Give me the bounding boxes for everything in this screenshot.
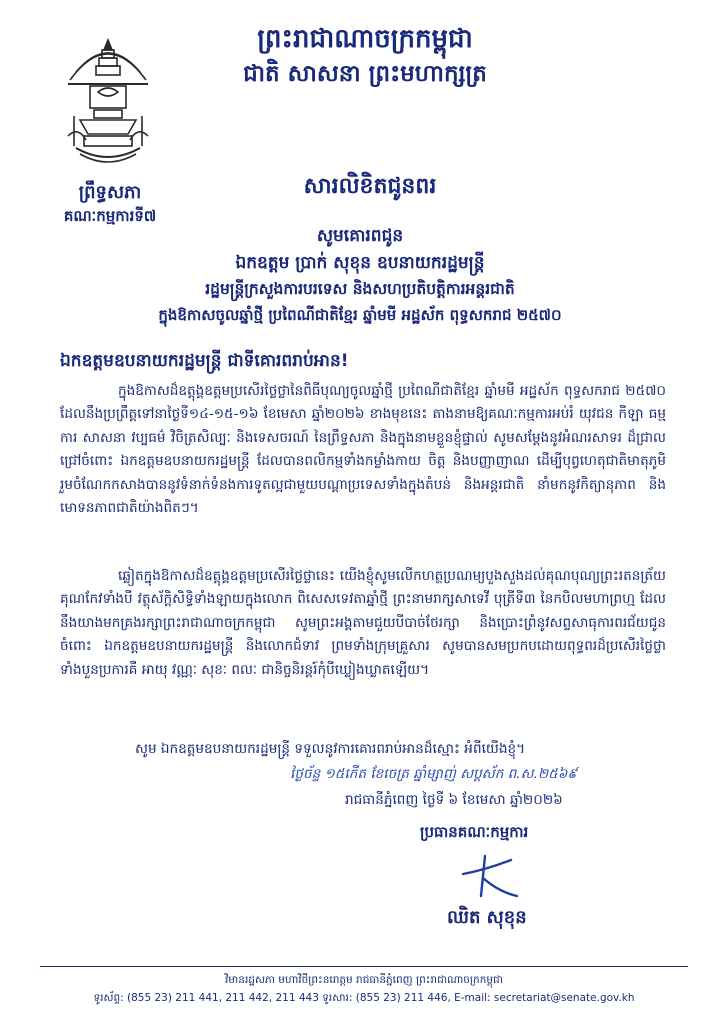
address-recipient: ឯកឧត្តម ប្រាក់ សុខុន ឧបនាយករដ្ឋមន្ត្រី bbox=[235, 253, 485, 273]
senate-emblem-logo bbox=[58, 36, 158, 171]
sender-committee: គណៈកម្មការទី៧ bbox=[63, 207, 157, 225]
body-paragraph-2: ឆ្លៀតក្នុងឱកាសដ៏ឧត្តុង្គឧត្តមប្រសើរថ្លៃថ្លានេះ យើងខ្ញុំសូមលើកហត្ថប្រណម្យបួងសួងដល់គុណបុណ្យព្រះរតនត្រ័យគុណកែវទាំងបី វត្ថុស័ក្តិសិទ្ធិទាំងឡាយក្នុងលោក ពិសេសទេវតាឆ្នាំថ្មី ព្រះនាមរាក្សសាទេវី បុត្រីទី៣ នៃកបិលមហាព្រហ្ម ដែលនឹងយាងមកគ្រងរក្សាព្រះរាជាណាចក្រកម្ពុជា សូមព្រះអង្គតាមជួយបីបាច់ថែរក្សា និងប្រោះព្រំនូវសព្ទសាធុការពរជ័យជូនចំពោះ ឯកឧត្តមឧបនាយករដ្ឋមន្ត្រី និងលោកជំទាវ ព្រមទាំងក្រុមគ្រួសារ សូមបានសមប្រកបដោយពុទ្ធពរដ៏ប្រសើរថ្លៃថ្លាទាំងបួនប្រការគឺ អាយុ វណ្ណៈ សុខៈ ពលៈ ជានិច្ចនិរន្តរ៍កុំបីឃ្លៀងឃ្លាតឡើយ។ bbox=[60, 568, 666, 678]
greeting-line: ឯកឧត្តមឧបនាយករដ្ឋមន្ត្រី ជាទីគោរពរាប់អាន! bbox=[60, 351, 349, 371]
national-motto: ជាតិ សាសនា ព្រះមហាក្សត្រ bbox=[243, 60, 487, 87]
kingdom-heading: ព្រះរាជាណាចក្រកម្ពុជា bbox=[257, 24, 473, 54]
footer-contact: ទូរស័ព្ទ: (855 23) 211 441, 211 442, 211 443 ទូរសារ: (855 23) 211 446, E-mail: secretariat@senate.gov.kh bbox=[93, 992, 635, 1004]
signatory-name: ឈិត សុខុន bbox=[447, 907, 527, 928]
solar-date: រាជធានីភ្នំពេញ ថ្ងៃទី ៦ ខែមេសា ឆ្នាំ២០២៦ bbox=[345, 792, 563, 808]
address-salutation: សូមគោរពជូន bbox=[316, 226, 404, 246]
footer-divider bbox=[40, 966, 688, 967]
address-position: រដ្ឋមន្ត្រីក្រសួងការបរទេស និងសហប្រតិបត្តិការអន្តរជាតិ bbox=[205, 280, 515, 298]
address-occasion: ក្នុងឱកាសចូលឆ្នាំថ្មី ប្រពៃណីជាតិខ្មែរ ឆ្នាំមមី អដ្ឋស័ក ពុទ្ធសករាជ ២៥៧០ bbox=[158, 306, 562, 324]
closing-line: សូម ឯកឧត្តមឧបនាយករដ្ឋមន្ត្រី ទទួលនូវការគោរពរាប់អានដ៏ស្មោះ អំពីយើងខ្ញុំ។ bbox=[135, 741, 526, 757]
handwritten-signature bbox=[455, 852, 525, 902]
footer-address: វិមានរដ្ឋសភា មហាវិថីព្រះនរោត្តម រាជធានីភ្នំពេញ ព្រះរាជាណាចក្រកម្ពុជា bbox=[224, 974, 504, 986]
signatory-title: ប្រធានគណៈកម្មការ bbox=[420, 823, 529, 841]
body-paragraph-1: ក្នុងឱកាសដ៏ឧត្តុង្គឧត្តមប្រសើរថ្លៃថ្លានៃពិធីបុណ្យចូលឆ្នាំថ្មី ប្រពៃណីជាតិខ្មែរ ឆ្នាំមមី អដ្ឋស័ក ពុទ្ធសករាជ ២៥៧០ ដែលនឹងប្រព្រឹត្តទៅនាថ្ងៃទី១៤-១៥-១៦ ខែមេសា ឆ្នាំ២០២៦ ខាងមុខនេះ តាងនាមឱ្យគណៈកម្មការអប់រំ យុវជន កីឡា ធម្មការ សាសនា វប្បធម៌ វិចិត្រសិល្បៈ និងទេសចរណ៍ នៃព្រឹទ្ធសភា និងក្នុងនាមខ្លួនខ្ញុំផ្ទាល់ សូមសម្តែងនូវអំណរសាទរ ដ៏ជ្រាលជ្រៅចំពោះ ឯកឧត្តមឧបនាយករដ្ឋមន្ត្រី ដែលបានពលិកម្មទាំងកម្លាំងកាយ ចិត្ត និងបញ្ញាញាណ ដើម្បីបុព្វហេតុជាតិមាតុភូមិ រួមចំណែកកសាងបាននូវទំនាក់ទំនងការទូតល្អជាមួយបណ្តាប្រទេសទាំងក្នុងតំបន់ និងអន្តរជាតិ នាំមកនូវកិត្យានុភាព និងមោទនភាពជាតិយ៉ាងពិតៗ។ bbox=[60, 383, 666, 517]
document-title: សារលិខិតជូនពរ bbox=[303, 173, 437, 199]
sender-organization: ព្រឹទ្ធសភា bbox=[78, 182, 142, 203]
lunar-date: ថ្ងៃច័ន្ទ ១៥កើត ខែចេត្រ ឆ្នាំម្សាញ់ សប្តស័ក ព.ស.២៥៦៩ bbox=[290, 766, 578, 782]
